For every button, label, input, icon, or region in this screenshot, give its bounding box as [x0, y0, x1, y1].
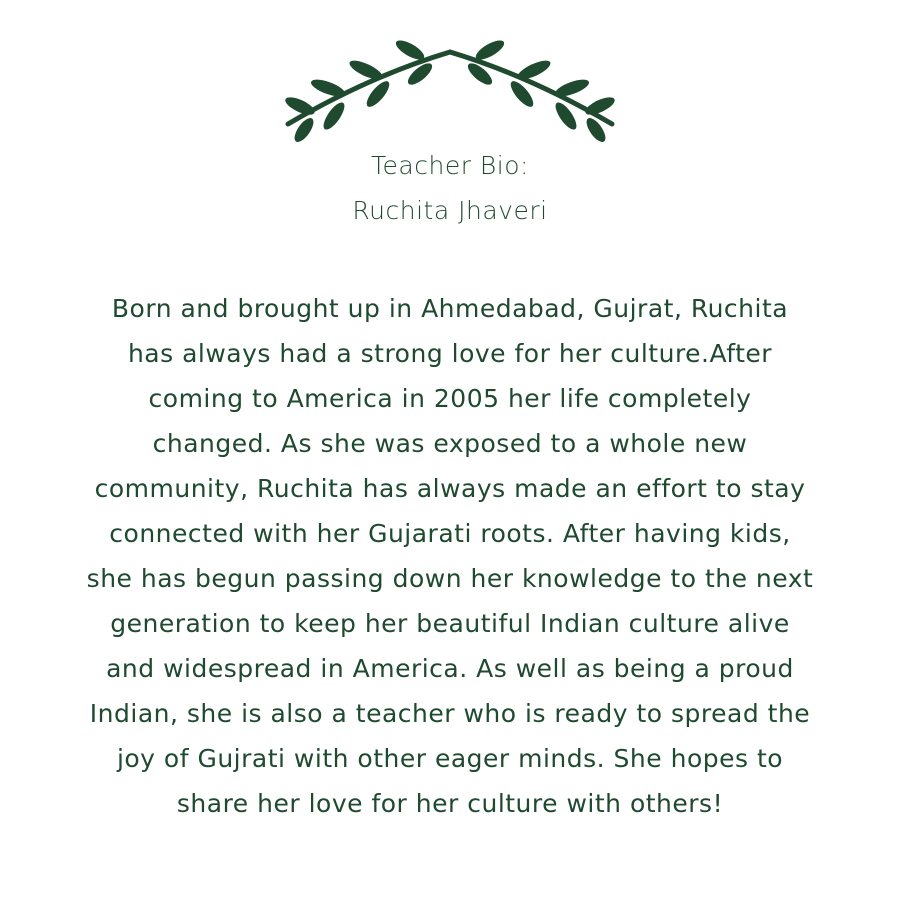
bio-line: and widespread in America. As well as being a proud — [106, 654, 794, 683]
teacher-name: Ruchita Jhaveri — [352, 196, 548, 225]
bio-line: has always had a strong love for her culture.After — [127, 339, 773, 368]
laurel-branch-icon — [270, 36, 630, 144]
bio-line: generation to keep her beautiful Indian culture alive — [110, 609, 790, 638]
bio-line: Indian, she is also a teacher who is ready to spread the — [89, 699, 811, 728]
bio-heading-label: Teacher Bio: — [371, 151, 529, 180]
bio-line: she has begun passing down her knowledge to the next — [86, 564, 814, 593]
bio-line: changed. As she was exposed to a whole new — [152, 429, 748, 458]
bio-line: joy of Gujrati with other eager minds. She hopes to — [116, 744, 784, 773]
bio-line: community, Ruchita has always made an effort to stay — [94, 474, 806, 503]
title-block — [0, 143, 900, 233]
bio-line: connected with her Gujarati roots. After having kids, — [109, 519, 791, 548]
bio-line: share her love for her culture with others! — [176, 789, 724, 818]
bio-line: Born and brought up in Ahmedabad, Gujrat, Ruchita — [111, 294, 789, 323]
bio-line: coming to America in 2005 her life completely — [148, 384, 752, 413]
bio-paragraph — [60, 286, 840, 826]
